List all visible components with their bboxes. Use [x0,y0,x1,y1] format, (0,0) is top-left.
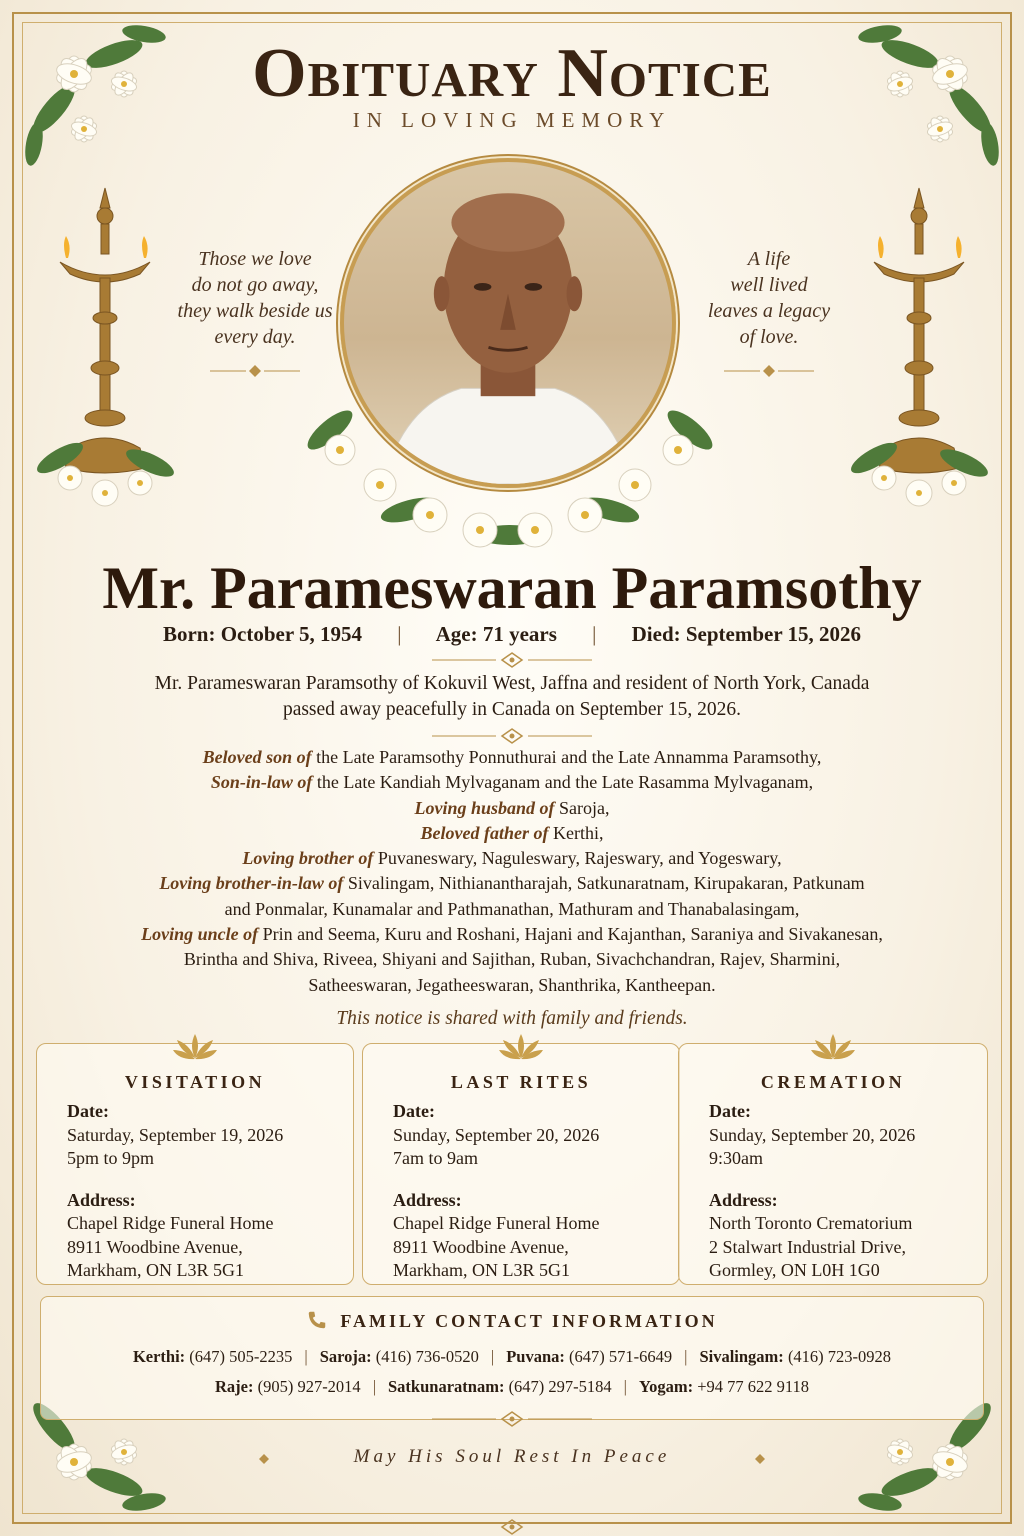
relation-line [50,821,974,846]
relation-text: and Ponmalar, Kunamalar and Pathmanathan, Mathuram and Thanabalasingam, [224,898,800,919]
quote-line: leaves a legacy [707,300,831,322]
shared-note: This notice is shared with family and friends. [336,1008,688,1029]
quote-line: they walk beside us [177,300,333,322]
quote-line: do not go away, [191,274,319,296]
event-card-last-rites [362,1043,680,1285]
event-date: Saturday, September 19, 2026 [67,1124,284,1145]
event-card-visitation [36,1043,354,1285]
address-line: Markham, ON L3R 5G1 [393,1260,570,1280]
relation-label: Beloved son of [202,747,312,767]
relation-text: Puvaneswary, Naguleswary, Rajeswary, and Yogeswary, [373,848,782,869]
relation-label: Beloved father of [420,822,549,843]
relation-line [50,745,974,770]
relation-label: Loving husband of [414,797,555,818]
event-card-cremation [678,1043,988,1285]
contact-row [41,1347,983,1367]
date-label: Date: [709,1101,751,1121]
contact-phone[interactable]: (647) 571-6649 [569,1347,673,1366]
age: Age: 71 years [435,622,557,646]
relation-text: Brintha and Shiva, Riveea, Shiyani and Sajithan, Ruban, Sivachchandran, Rajev, Sharmini, [183,949,841,970]
ornament-divider-icon [412,1518,612,1536]
relation-label: Loving uncle of [141,924,259,945]
quote-line: well lived [730,274,808,296]
address-line: Chapel Ridge Funeral Home [393,1213,600,1233]
event-date: Sunday, September 20, 2026 [393,1124,600,1145]
event-time: 7am to 9am [393,1148,478,1168]
contact-row [41,1377,983,1397]
oil-lamp-icon [30,178,180,518]
contact-phone[interactable]: (647) 297-5184 [508,1377,612,1396]
spacer [393,1171,667,1189]
event-date: Sunday, September 20, 2026 [709,1124,916,1145]
ornament-divider-icon [412,1410,612,1428]
separator: | [490,1347,495,1366]
relation-line [50,973,974,998]
relation-line [50,770,974,795]
separator: | [684,1347,688,1366]
born-date: Born: October 5, 1954 [162,622,363,646]
relation-line [50,897,974,922]
address-label: Address: [393,1189,462,1210]
family-contact-box [40,1296,984,1420]
died-date: Died: September 15, 2026 [631,622,862,646]
intro-paragraph [80,671,944,723]
page-title: Obituary Notice [252,35,772,112]
quote-line: of love. [739,326,799,348]
event-title: VISITATION [124,1072,266,1092]
event-time: 9:30am [709,1148,763,1168]
address-label: Address: [67,1189,136,1210]
contact-phone[interactable]: (647) 505-2235 [189,1347,293,1366]
contact-phone[interactable]: (416) 736-0520 [375,1347,479,1366]
lotus-icon [171,1032,219,1062]
lotus-icon [497,1032,545,1062]
contact-name: Satkunaratnam: [388,1377,505,1396]
date-label: Date: [67,1101,109,1121]
event-details [393,1100,667,1283]
address-line: Markham, ON L3R 5G1 [67,1260,244,1280]
event-details [67,1100,341,1283]
event-title: LAST RITES [450,1072,592,1092]
contact-heading-text: FAMILY CONTACT INFORMATION [340,1311,718,1331]
date-label: Date: [393,1101,435,1121]
page-subtitle: IN LOVING MEMORY [352,108,672,132]
relation-label: Son-in-law of [210,772,313,793]
relation-text: the Late Kandiah Mylvaganam and the Late Rasamma Mylvaganam, [312,772,814,793]
address-line: 8911 Woodbine Avenue, [393,1236,569,1257]
separator: | [304,1347,308,1366]
vitals-line [0,622,1024,647]
relation-text: Satheeswaran, Jegatheeswaran, Shanthrika, Kantheepan. [308,974,716,995]
spacer [709,1171,975,1189]
deceased-name: Mr. Parameswaran Paramsothy [102,555,922,621]
contact-name: Puvana: [506,1347,565,1366]
relation-text: the Late Paramsothy Ponnuthurai and the Late Annamma Paramsothy, [311,747,822,767]
address-line: 8911 Woodbine Avenue, [67,1236,243,1257]
relation-line [50,947,974,972]
ornament-icon [210,364,300,378]
contact-phone[interactable]: (905) 927-2014 [257,1377,361,1396]
relation-line [50,922,974,947]
jasmine-garland-icon [290,390,730,560]
phone-icon [306,1309,328,1331]
address-line: Chapel Ridge Funeral Home [67,1213,274,1233]
contact-name: Saroja: [319,1347,372,1366]
quote-right [684,246,854,350]
separator: | [592,622,597,646]
oil-lamp-icon [844,178,994,518]
relation-label: Loving brother of [242,848,374,869]
relation-line [50,796,974,821]
lotus-icon [809,1032,857,1062]
relation-text: Sivalingam, Nithianantharajah, Satkunaratnam, Kirupakaran, Patkunam [343,873,865,894]
ornament-divider-icon [412,727,612,745]
contact-name: Yogam: [638,1377,694,1396]
relation-text: Prin and Seema, Kuru and Roshani, Hajani and Kajanthan, Saraniya and Sivakanesan, [258,924,883,945]
quote-line: Those we love [198,248,312,270]
family-relations [50,745,974,998]
separator: | [397,622,402,646]
relation-text: Kerthi, [548,822,604,843]
relation-line [50,846,974,871]
event-details [709,1100,975,1283]
event-title: CREMATION [760,1072,906,1092]
contact-name: Raje: [214,1377,254,1396]
address-line: North Toronto Crematorium [709,1213,913,1233]
relation-line [50,871,974,896]
ornament-icon [706,1452,766,1464]
contact-name: Kerthi: [132,1347,186,1366]
quote-left [170,246,340,350]
relation-label: Loving brother-in-law of [159,873,344,894]
relation-text: Saroja, [554,797,610,818]
address-line: 2 Stalwart Industrial Drive, [709,1236,906,1257]
contact-phone[interactable]: (416) 723-0928 [787,1347,892,1366]
contact-heading [41,1309,983,1332]
event-time: 5pm to 9pm [67,1148,155,1168]
contact-name: Sivalingam: [699,1347,784,1366]
ornament-icon [724,364,814,378]
intro-line: Mr. Parameswaran Paramsothy of Kokuvil West, Jaffna and resident of North York, Canada [154,673,870,694]
separator: | [372,1377,376,1396]
address-line: Gormley, ON L0H 1G0 [709,1260,880,1280]
ornament-divider-icon [412,651,612,669]
quote-line: A life [747,248,791,270]
separator: | [623,1377,627,1396]
intro-line: passed away peacefully in Canada on September 15, 2026. [282,699,742,720]
address-label: Address: [709,1189,778,1210]
quote-line: every day. [214,326,296,348]
closing-message: May His Soul Rest In Peace [353,1446,671,1467]
contact-phone[interactable]: +94 77 622 9118 [697,1377,810,1396]
spacer [67,1171,341,1189]
